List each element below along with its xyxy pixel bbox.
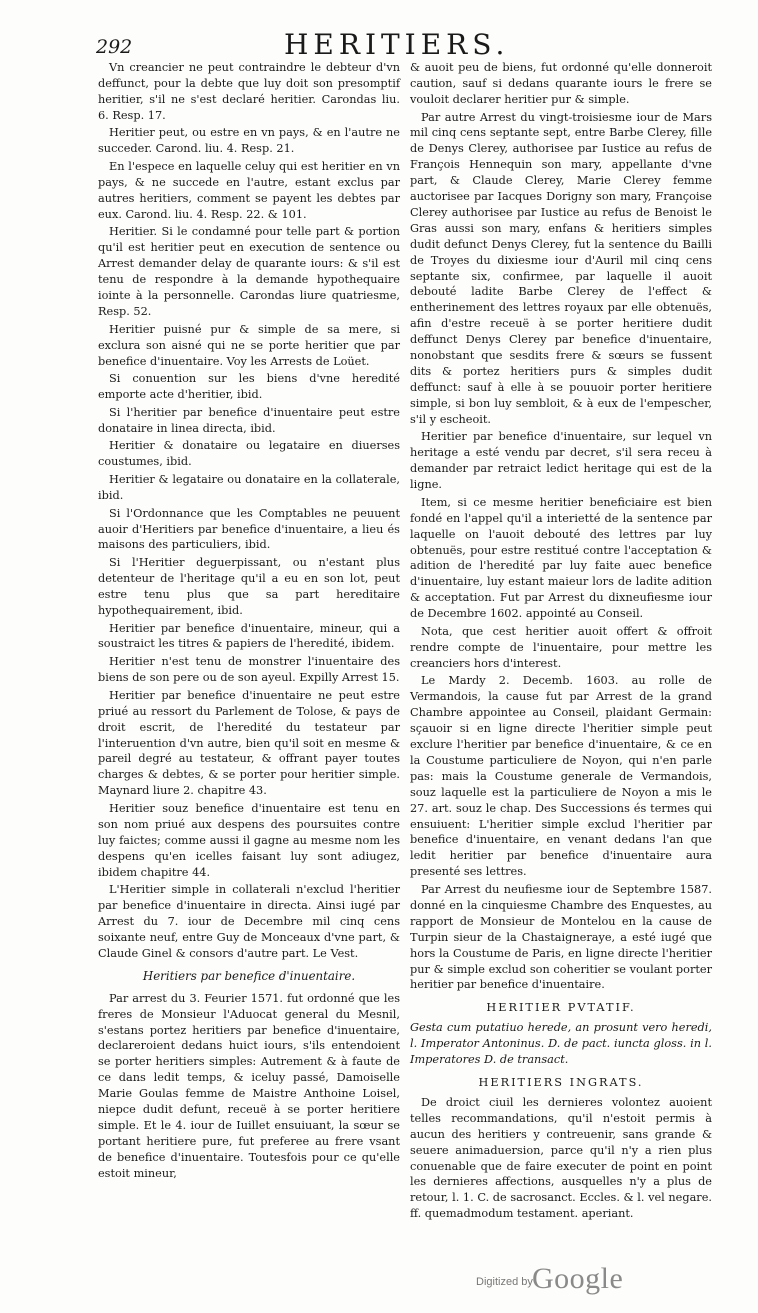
paragraph: Heritier par benefice d'inuentaire, sur lequel vn heritage a esté vendu par decret, s'il sera receu à demander par retraict ledict heritage qui est de la ligne. — [410, 430, 712, 492]
putatif-text: Gesta cum putatiuo herede, an prosunt vero heredi, l. Imperator Antoninus. D. de pact. iuncta gloss. in l. Imperatores D. de transact. — [410, 1021, 712, 1067]
paragraph: Heritier puisné pur & simple de sa mere, si exclura son aisné qui ne se porte heritier que par benefice d'inuentaire. Voy les Arrests de Loüet. — [98, 322, 400, 368]
paragraph: Heritier par benefice d'inuentaire, mineur, qui a soustraict les titres & papiers de l'heredité, ibidem. — [98, 621, 400, 651]
paragraph: Item, si ce mesme heritier beneficiaire est bien fondé en l'appel qu'il a interietté de la sentence par laquelle on l'auoit debouté des lettres par luy obtenuës, pour estre restitué contre l'acceptation & adition de l'heredité par luy faite auec benefice d'inuentaire, luy estant maieur lors de ladite adition & acceptation. Fut par Arrest du dixneufiesme iour de Decembre 1602. appointé au Conseil. — [410, 495, 712, 621]
digitization-watermark — [476, 1262, 636, 1302]
paragraph: Le Mardy 2. Decemb. 1603. au rolle de Vermandois, la cause fut par Arrest de la grand Chambre appointee au Conseil, plaidant Germain: sçauoir si en ligne directe l'heritier simple peut exclure l'heritier par benefice d'inuentaire, & ce en la Coustume particuliere de Noyon, qui n'en parle pas: mais la Coustume generale de Vermandois, souz laquelle est la particuliere de Noyon a mis le 27. art. souz le chap. Des Successions és termes qui ensuiuent: L'heritier simple exclud l'heritier par benefice d'inuentaire, en venant dedans l'an que ledit heritier par benefice d'inuentaire aura presenté ses lettres. — [410, 674, 712, 879]
paragraph: & auoit peu de biens, fut ordonné qu'elle donneroit caution, sauf si dedans quarante iours le frere se vouloit declarer heritier pur & simple. — [410, 61, 712, 106]
google-logo: Google — [532, 1262, 624, 1295]
left-column — [98, 60, 400, 1183]
paragraph: Par arrest du 3. Feurier 1571. fut ordonné que les freres de Monsieur l'Aduocat general du Mesnil, s'estans portez heritiers par benefice d'inuentaire, declareroient dedans huict iours, s'ils entendoient se porter heritiers simples: Autrement & à faute de ce dans ledit temps, & iceluy passé, Damoiselle Marie Goulas femme de Maistre Anthoine Loisel, niepce dudit defunt, receuë à se porter heritiere simple. Et le 4. iour de Iuillet ensuiuant, la sœur se portant heritiere pure, fut preferee au frere vsant de benefice d'inuentaire. Toutesfois pour ce qu'elle estoit mineur, — [98, 991, 400, 1180]
paragraph: Heritier & donataire ou legataire en diuerses coustumes, ibid. — [98, 439, 400, 469]
paragraph: Vn creancier ne peut contraindre le debteur d'vn deffunct, pour la debte que luy doit son presomptif heritier, s'il ne s'est declaré heritier. Carondas liu. 6. Resp. 17. — [98, 61, 400, 122]
paragraph: Si conuention sur les biens d'vne heredité emporte acte d'heritier, ibid. — [98, 372, 400, 402]
paragraph: Nota, que cest heritier auoit offert & offroit rendre compte de l'inuentaire, pour mettre les creanciers hors d'interest. — [410, 624, 712, 670]
paragraph: Heritier souz benefice d'inuentaire est tenu en son nom priué aux despens des poursuites contre luy faictes; comme aussi il gagne au mesme nom les despens qu'en icelles faisant luy sont adiugez, ibidem chapitre 44. — [98, 801, 400, 879]
paragraph: Si l'Ordonnance que les Comptables ne peuuent auoir d'Heritiers par benefice d'inuentaire, a lieu és maisons des particuliers, ibid. — [98, 506, 400, 552]
paragraph: Heritier n'est tenu de monstrer l'inuentaire des biens de son pere ou de son ayeul. Expilly Arrest 15. — [98, 655, 400, 685]
paragraph: Heritier & legataire ou donataire en la collaterale, ibid. — [98, 473, 400, 502]
heading-heritiers-ingrats: HERITIERS INGRATS. — [478, 1075, 644, 1089]
right-column — [410, 60, 712, 1224]
running-title: HERITIERS. — [284, 28, 510, 61]
page-number: 292 — [96, 36, 133, 58]
right-top-paragraphs — [410, 60, 712, 993]
left-bottom-paragraphs — [98, 991, 400, 1182]
heading-heritier-putatif: HERITIER PVTATIF. — [486, 1001, 636, 1015]
paragraph: Heritier par benefice d'inuentaire ne peut estre priué au ressort du Parlement de Tolose, & pays de droit escrit, de l'heredité du testateur par l'interuention d'vn autre, bien qu'il soit en mesme & pareil degré au testateur, & offrant payer toutes charges & debtes, & se porter pour heritier simple. Maynard liure 2. chapitre 43. — [98, 688, 400, 798]
paragraph: En l'espece en laquelle celuy qui est heritier en vn pays, & ne succede en l'autre, estant exclus par autres heritiers, comment se payent les debtes par eux. Carond. liu. 4. Resp. 22. & 101. — [98, 160, 400, 221]
paragraph: Si l'Heritier deguerpissant, ou n'estant plus detenteur de l'heritage qu'il a eu en son lot, peut estre tenu plus que sa part hereditaire hypothequairement, ibid. — [98, 556, 400, 617]
left-top-paragraphs — [98, 60, 400, 962]
paragraph: Par autre Arrest du vingt-troisiesme iour de Mars mil cinq cens septante sept, entre Barbe Clerey, fille de Denys Clerey, authorisee par Iustice au refus de François Hennequin son mary, appellante d'vne part, & Claude Clerey, Marie Clerey femme auctorisee par Iacques Dorigny son mary, Françoise Clerey authorisee par Iustice au refus de Benoist le Gras aussi son mary, enfans & heritiers simples dudit defunct Denys Clerey, fut la sentence du Bailli de Troyes du dixiesme iour d'Auril mil cinq cens septante six, confirmee, par laquelle il auoit debouté ladite Barbe Clerey de l'effect & entherinement des lettres royaux par elle obtenuës, afin d'estre receuë à se porter heritiere dudit deffunct Denys Clerey par benefice d'inuentaire, nonobstant que sesdits frere & sœurs se fussent dits & portez heritiers purs & simples dudit deffunct: sauf à elle à se pouuoir porter heritiere simple, si bon luy sembloit, & à eux de l'empescher, s'il y escheoit. — [410, 110, 712, 426]
paragraph: L'Heritier simple in collaterali n'exclud l'heritier par benefice d'inuentaire in directa. Ainsi iugé par Arrest du 7. iour de Decembre mil cinq cens soixante neuf, entre Guy de Monceaux d'vne part, & Claude Ginel & consors d'autre part. Le Vest. — [98, 883, 400, 960]
page-header — [96, 28, 696, 64]
digitized-label: Digitized by — [476, 1276, 533, 1288]
subheading-benefice: Heritiers par benefice d'inuentaire. — [142, 968, 356, 983]
ingrats-text: De droict ciuil les dernieres volontez auoient telles recommandations, qu'il n'estoit permis à aucun des heritiers y contreuenir, sans grande & seuere animaduersion, parce qu'il n'y a rien plus conuenable que de faire executer de point en point les dernieres affections, ausquelles n'y a plus de retour, l. 1. C. de sacrosanct. Eccles. & l. vel negare. ff. quemadmodum testament. aperiant. — [410, 1095, 712, 1221]
paragraph: Si l'heritier par benefice d'inuentaire peut estre donataire in linea directa, ibid. — [98, 405, 400, 435]
paragraph: Heritier peut, ou estre en vn pays, & en l'autre ne succeder. Carond. liu. 4. Resp. 21. — [98, 126, 400, 156]
paragraph: Par Arrest du neufiesme iour de Septembre 1587. donné en la cinquiesme Chambre des Enquestes, au rapport de Monsieur de Montelou en la cause de Turpin sieur de la Chastaigneraye, a esté iugé que hors la Coustume de Paris, en ligne directe l'heritier pur & simple exclud son coheritier se voulant porter heritier par benefice d'inuentaire. — [410, 883, 712, 992]
paragraph: Heritier. Si le condamné pour telle part & portion qu'il est heritier peut en execution de sentence ou Arrest demander delay de quarante iours: & s'il est tenu de respondre à la demande hypothequaire iointe à la personnelle. Carondas liure quatriesme, Resp. 52. — [98, 225, 400, 318]
